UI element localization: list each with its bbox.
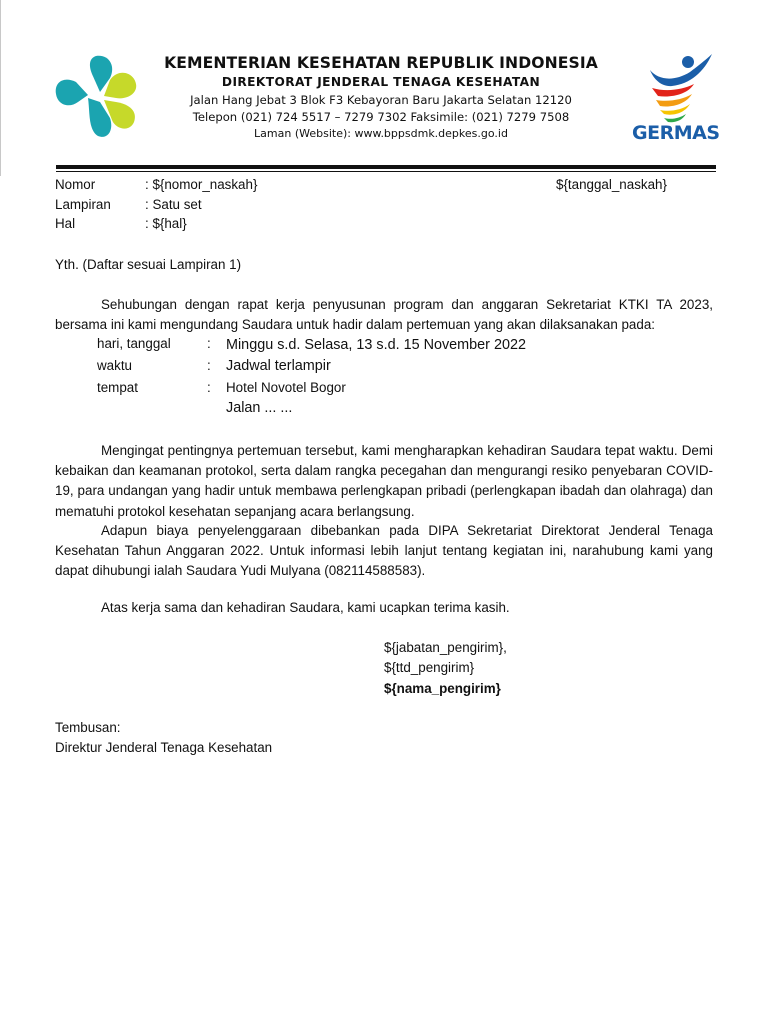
hal-label: Hal bbox=[55, 216, 76, 231]
letterhead bbox=[146, 52, 616, 141]
detail-address: Jalan ... ... bbox=[226, 400, 293, 416]
lampiran-value: : Satu set bbox=[145, 197, 202, 212]
hal-value: : ${hal} bbox=[145, 216, 187, 231]
intro-text: Sehubungan dengan rapat kerja penyusunan program dan anggaran Sekretariat KTKI TA 2023, bersama ini kami mengundang Saudara untuk hadir dalam pertemuan yang akan dilaksanakan pada: bbox=[55, 297, 713, 333]
page-edge bbox=[0, 0, 1, 176]
detail-label-place: tempat bbox=[97, 380, 138, 395]
kemenkes-logo-icon bbox=[54, 52, 140, 138]
detail-label-date: hari, tanggal bbox=[97, 336, 171, 351]
nomor-label: Nomor bbox=[55, 177, 96, 192]
intro-paragraph bbox=[55, 295, 713, 335]
detail-label-time: waktu bbox=[97, 358, 132, 373]
nomor-value: : ${nomor_naskah} bbox=[145, 177, 258, 192]
letterhead-rule-thick bbox=[56, 165, 716, 169]
budget-text: Adapun biaya penyelenggaraan dibebankan pada DIPA Sekretariat Direktorat Jenderal Tenaga Kesehatan Tahun Anggaran 2022. Untuk informasi lebih lanjut tentang kegiatan ini, narahubung kami yang dapat dihubungi ialah Saudara Yudi Mulyana (082114588583). bbox=[55, 523, 713, 579]
letterhead-phone: Telepon (021) 724 5517 – 7279 7302 Faksimile: (021) 7279 7508 bbox=[192, 110, 570, 124]
detail-value-place: Hotel Novotel Bogor bbox=[226, 380, 346, 395]
cc-item: Direktur Jenderal Tenaga Kesehatan bbox=[55, 740, 273, 755]
ministry-name: KEMENTERIAN KESEHATAN REPUBLIK INDONESIA bbox=[164, 54, 598, 72]
protocol-text: Mengingat pentingnya pertemuan tersebut, kami mengharapkan kehadiran Saudara tepat waktu. Demi kebaikan dan keamanan protokol, serta dalam rangka pecegahan dan mengurangi resiko penyebaran COVID-19, para undangan yang hadir untuk membawa perlengkapan pribadi (perlengkapan ibadah dan olahraga) dan mematuhi protokol kesehatan sepanjang acara berlangsung. bbox=[55, 443, 713, 519]
closing-text: Atas kerja sama dan kehadiran Saudara, kami ucapkan terima kasih. bbox=[101, 600, 510, 615]
letter-date: ${tanggal_naskah} bbox=[556, 177, 667, 192]
cc-label: Tembusan: bbox=[55, 720, 121, 735]
detail-value-date: Minggu s.d. Selasa, 13 s.d. 15 November 2022 bbox=[226, 337, 526, 353]
letterhead-website: Laman (Website): www.bppsdmk.depkes.go.id bbox=[254, 127, 508, 140]
lampiran-label: Lampiran bbox=[55, 197, 111, 212]
detail-sep-date: : bbox=[207, 336, 211, 351]
germas-label: GERMAS bbox=[632, 122, 720, 144]
detail-sep-place: : bbox=[207, 380, 211, 395]
detail-sep-time: : bbox=[207, 358, 211, 373]
signature-jabatan: ${jabatan_pengirim}, bbox=[384, 640, 507, 655]
paragraph-budget bbox=[55, 521, 713, 582]
directorate-name: DIREKTORAT JENDERAL TENAGA KESEHATAN bbox=[221, 75, 541, 89]
recipient: Yth. (Daftar sesuai Lampiran 1) bbox=[55, 257, 242, 272]
letterhead-rule-thin bbox=[56, 171, 716, 172]
detail-value-time: Jadwal terlampir bbox=[226, 358, 331, 374]
letterhead-address: Jalan Hang Jebat 3 Blok F3 Kebayoran Baru Jakarta Selatan 12120 bbox=[190, 93, 572, 107]
signature-nama: ${nama_pengirim} bbox=[384, 681, 501, 696]
paragraph-protocol bbox=[55, 441, 713, 522]
signature-ttd: ${ttd_pengirim} bbox=[384, 660, 475, 675]
